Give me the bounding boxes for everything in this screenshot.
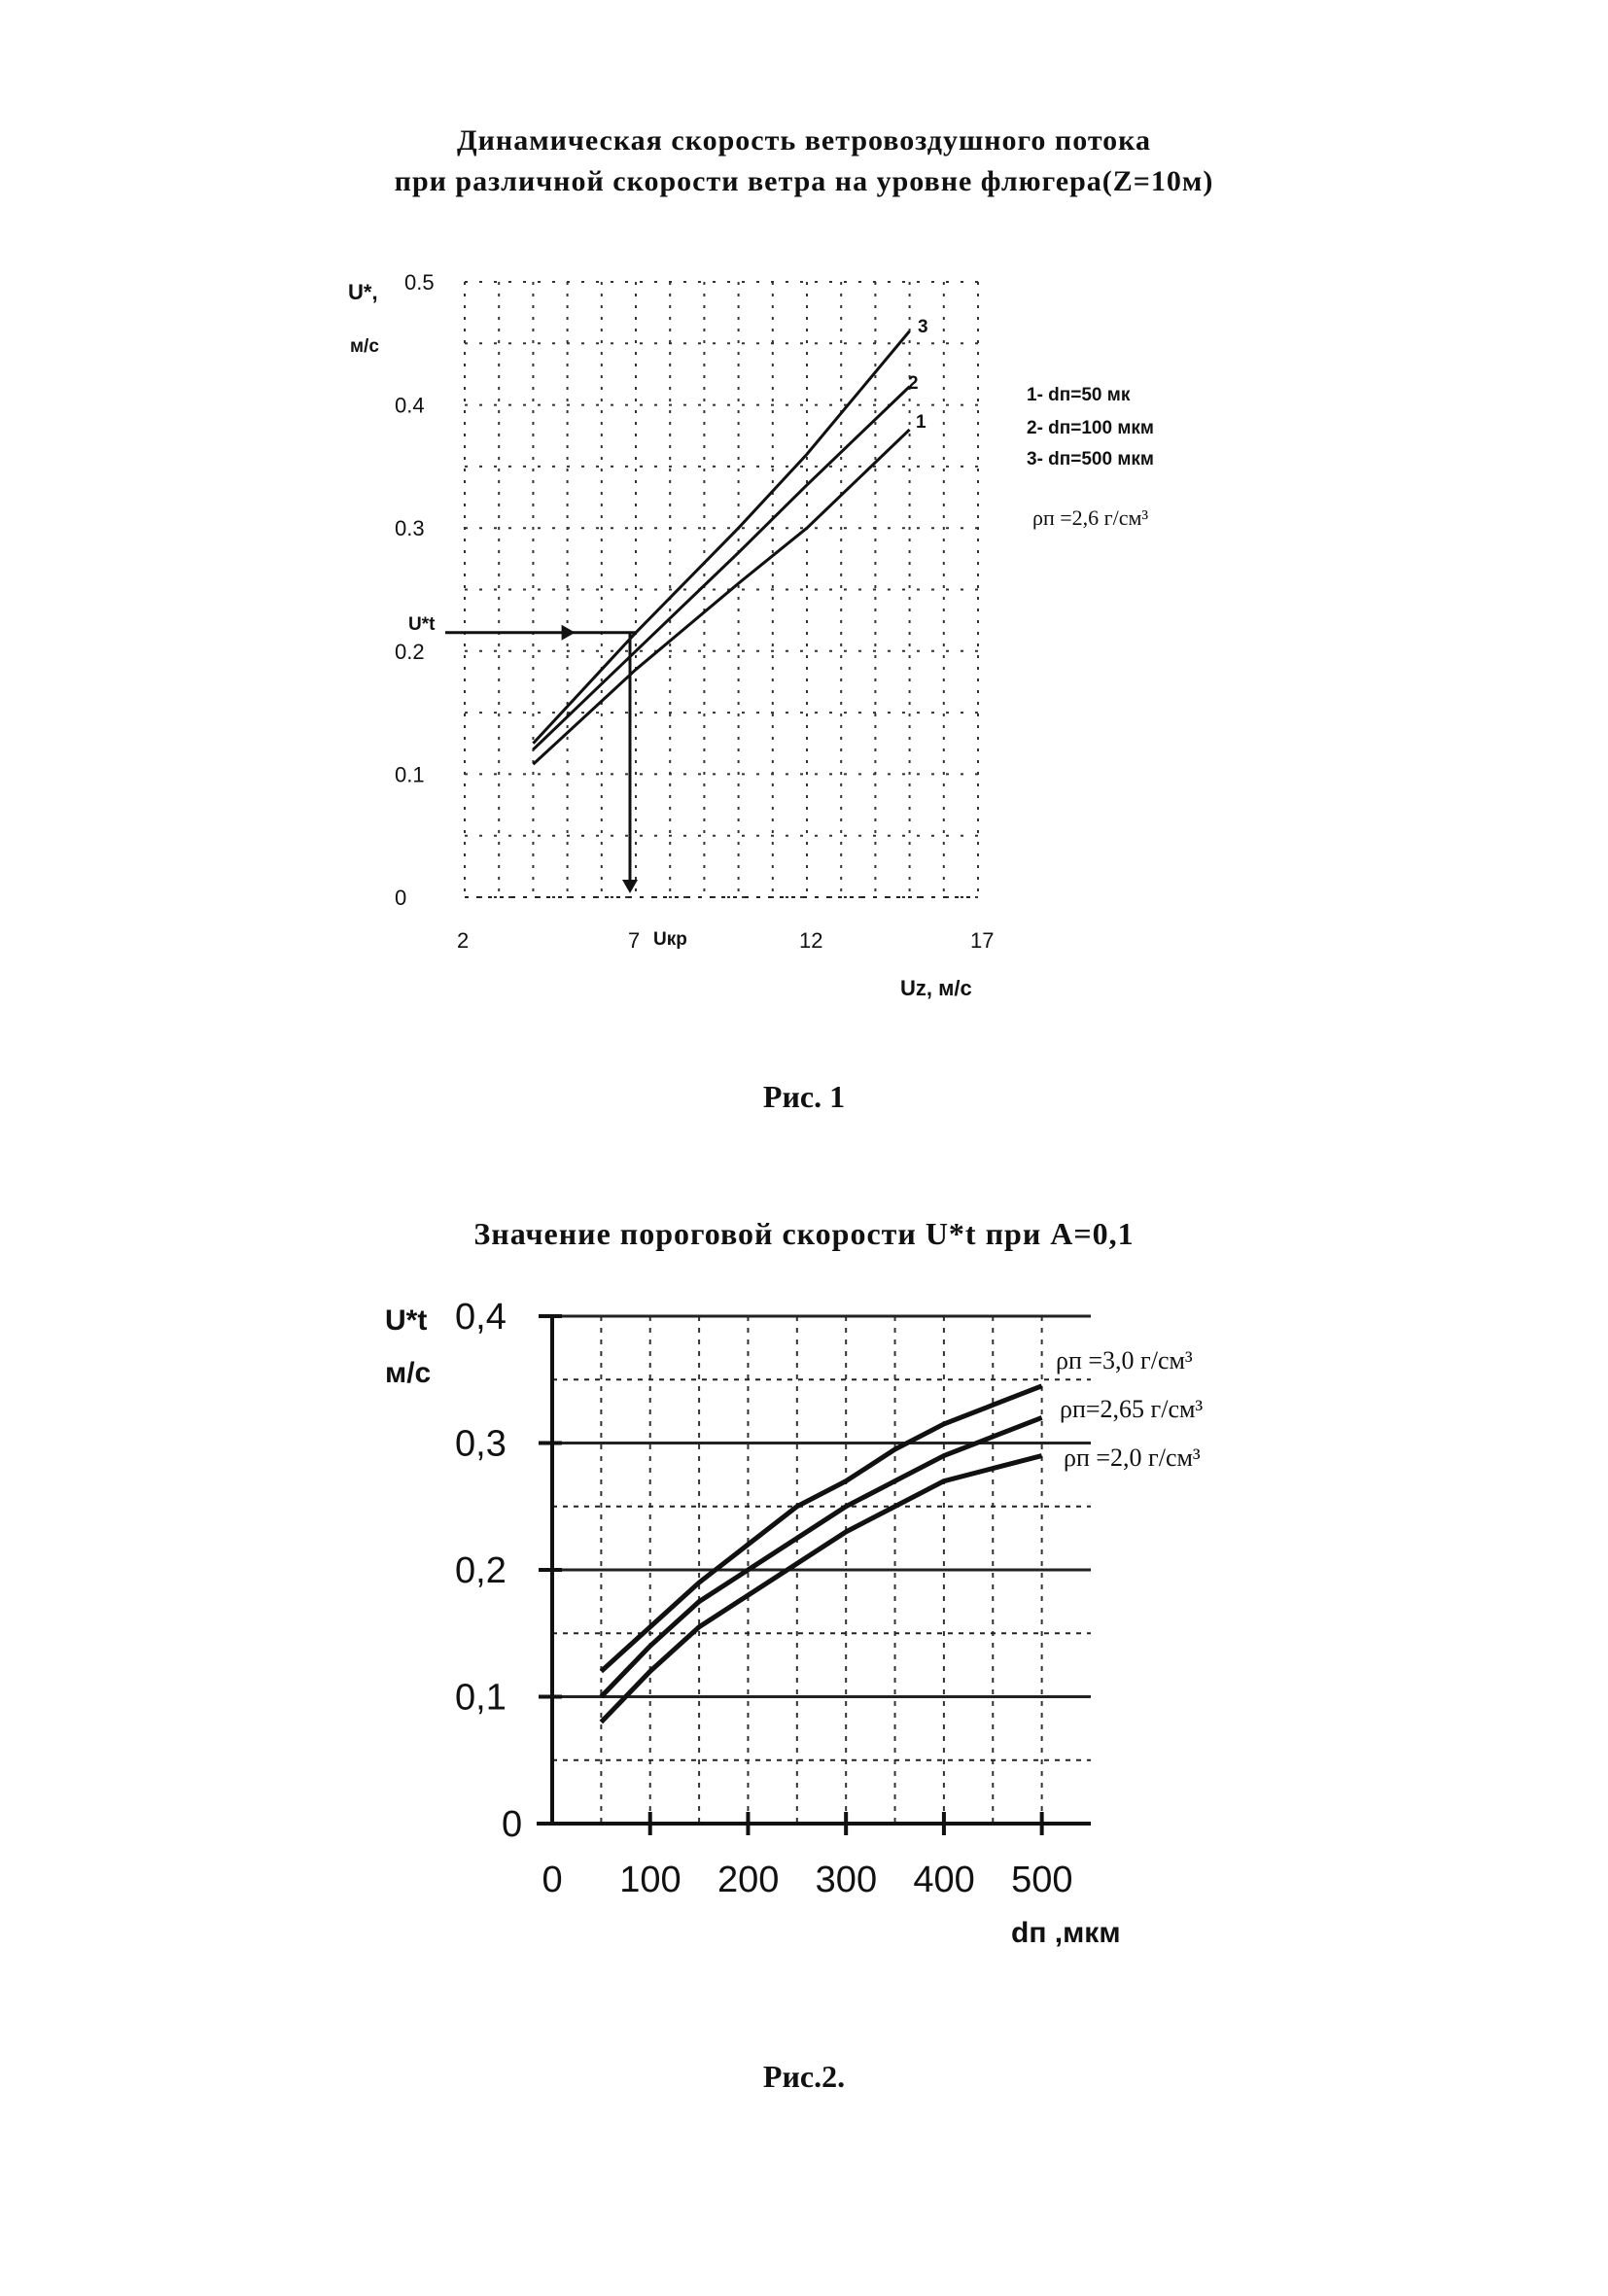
figure1-legend-item-1: 1- dп=50 мк [1027,385,1131,405]
figure2-y-tick-label: 0,1 [455,1677,507,1719]
figure1-x-tick-label: 17 [970,928,995,953]
figure1-series-line-2 [533,387,909,749]
figure2-chart [0,1264,1608,2022]
figure1-y-tick-label: 0.1 [395,762,425,787]
figure2-legend-item-1: ρп =3,0 г/см³ [1056,1346,1193,1374]
figure1-curve-number-2: 2 [908,373,919,394]
figure1-x-marker-label: Uкр [653,929,687,950]
figure2-x-tick-label: 300 [815,1860,878,1900]
figure2-legend-item-2: ρп=2,65 г/см³ [1060,1395,1204,1423]
figure2-y-axis-symbol: U*t [385,1305,428,1337]
figure1-y-axis-symbol: U*, [348,280,378,304]
figure2-x-tick-label: 200 [717,1860,780,1900]
figure2-x-axis-label: dп ,мкм [1011,1917,1121,1949]
figure1-x-tick-label: 7 [628,928,641,953]
figure1-density-note: ρп =2,6 г/см³ [1032,505,1149,530]
figure1-grid [465,282,978,897]
figure2-caption: Рис.2. [762,2059,846,2094]
figure1-y-tick-label: 0 [395,886,407,910]
figure1-curve-number-3: 3 [918,317,928,337]
figure2-axes [537,1316,1091,1835]
figure1-y-axis-units: м/с [350,336,379,357]
figure1-x-axis-label: Uz, м/с [900,976,972,1000]
figure1-legend-item-2: 2- dп=100 мкм [1027,418,1154,438]
figure2-y-axis-units: м/с [385,1357,432,1389]
figure2-x-tick-label: 500 [1011,1860,1073,1900]
figure1-chart [0,0,1608,1069]
figure1-y-tick-label: 0.2 [395,639,425,664]
figure2-labels [455,1297,1073,1900]
figure2-y-tick-label: 0,3 [455,1423,507,1465]
figure1-marks [445,625,638,893]
figure2-legend-item-3: ρп =2,0 г/см³ [1064,1444,1201,1472]
figure2-x-tick-label: 0 [542,1860,563,1900]
figure1-series-line-3 [533,331,909,744]
figure1-title-line1: Динамическая скорость ветровоздушного потока [456,124,1151,157]
figure1-y-tick-label: 0.4 [395,393,425,418]
figure2-lines [601,1386,1041,1722]
figure2-y-tick-label: 0 [502,1804,523,1845]
figure1-legend-item-3: 3- dп=500 мкм [1027,449,1154,470]
figure1-series-line-1 [533,430,909,764]
figure1-curve-number-1: 1 [916,412,926,433]
figure2-x-tick-label: 100 [619,1860,682,1900]
figure1-title-line2: при различной скорости ветра на уровне флюгера(Z=10м) [394,165,1214,197]
figure2-title: Значение пороговой скорости U*t при A=0,1 [473,1216,1135,1251]
figure2-y-tick-label: 0,2 [455,1550,507,1591]
figure1-y-tick-label: 0.5 [404,270,435,295]
figure1-caption: Рис. 1 [762,1079,846,1114]
figure1-y-tick-label: 0.3 [395,516,425,541]
figure1-labels [395,270,994,953]
figure1-x-tick-label: 12 [799,928,823,953]
figure1-x-tick-label: 2 [457,928,470,953]
figure1-arrow-right [562,625,576,641]
figure2-y-tick-label: 0,4 [455,1297,507,1338]
figure1-lines [533,331,909,765]
figure2-grid [552,1316,1091,1824]
figure1-y-marker-label: U*t [408,614,436,635]
figure2-x-tick-label: 400 [913,1860,975,1900]
